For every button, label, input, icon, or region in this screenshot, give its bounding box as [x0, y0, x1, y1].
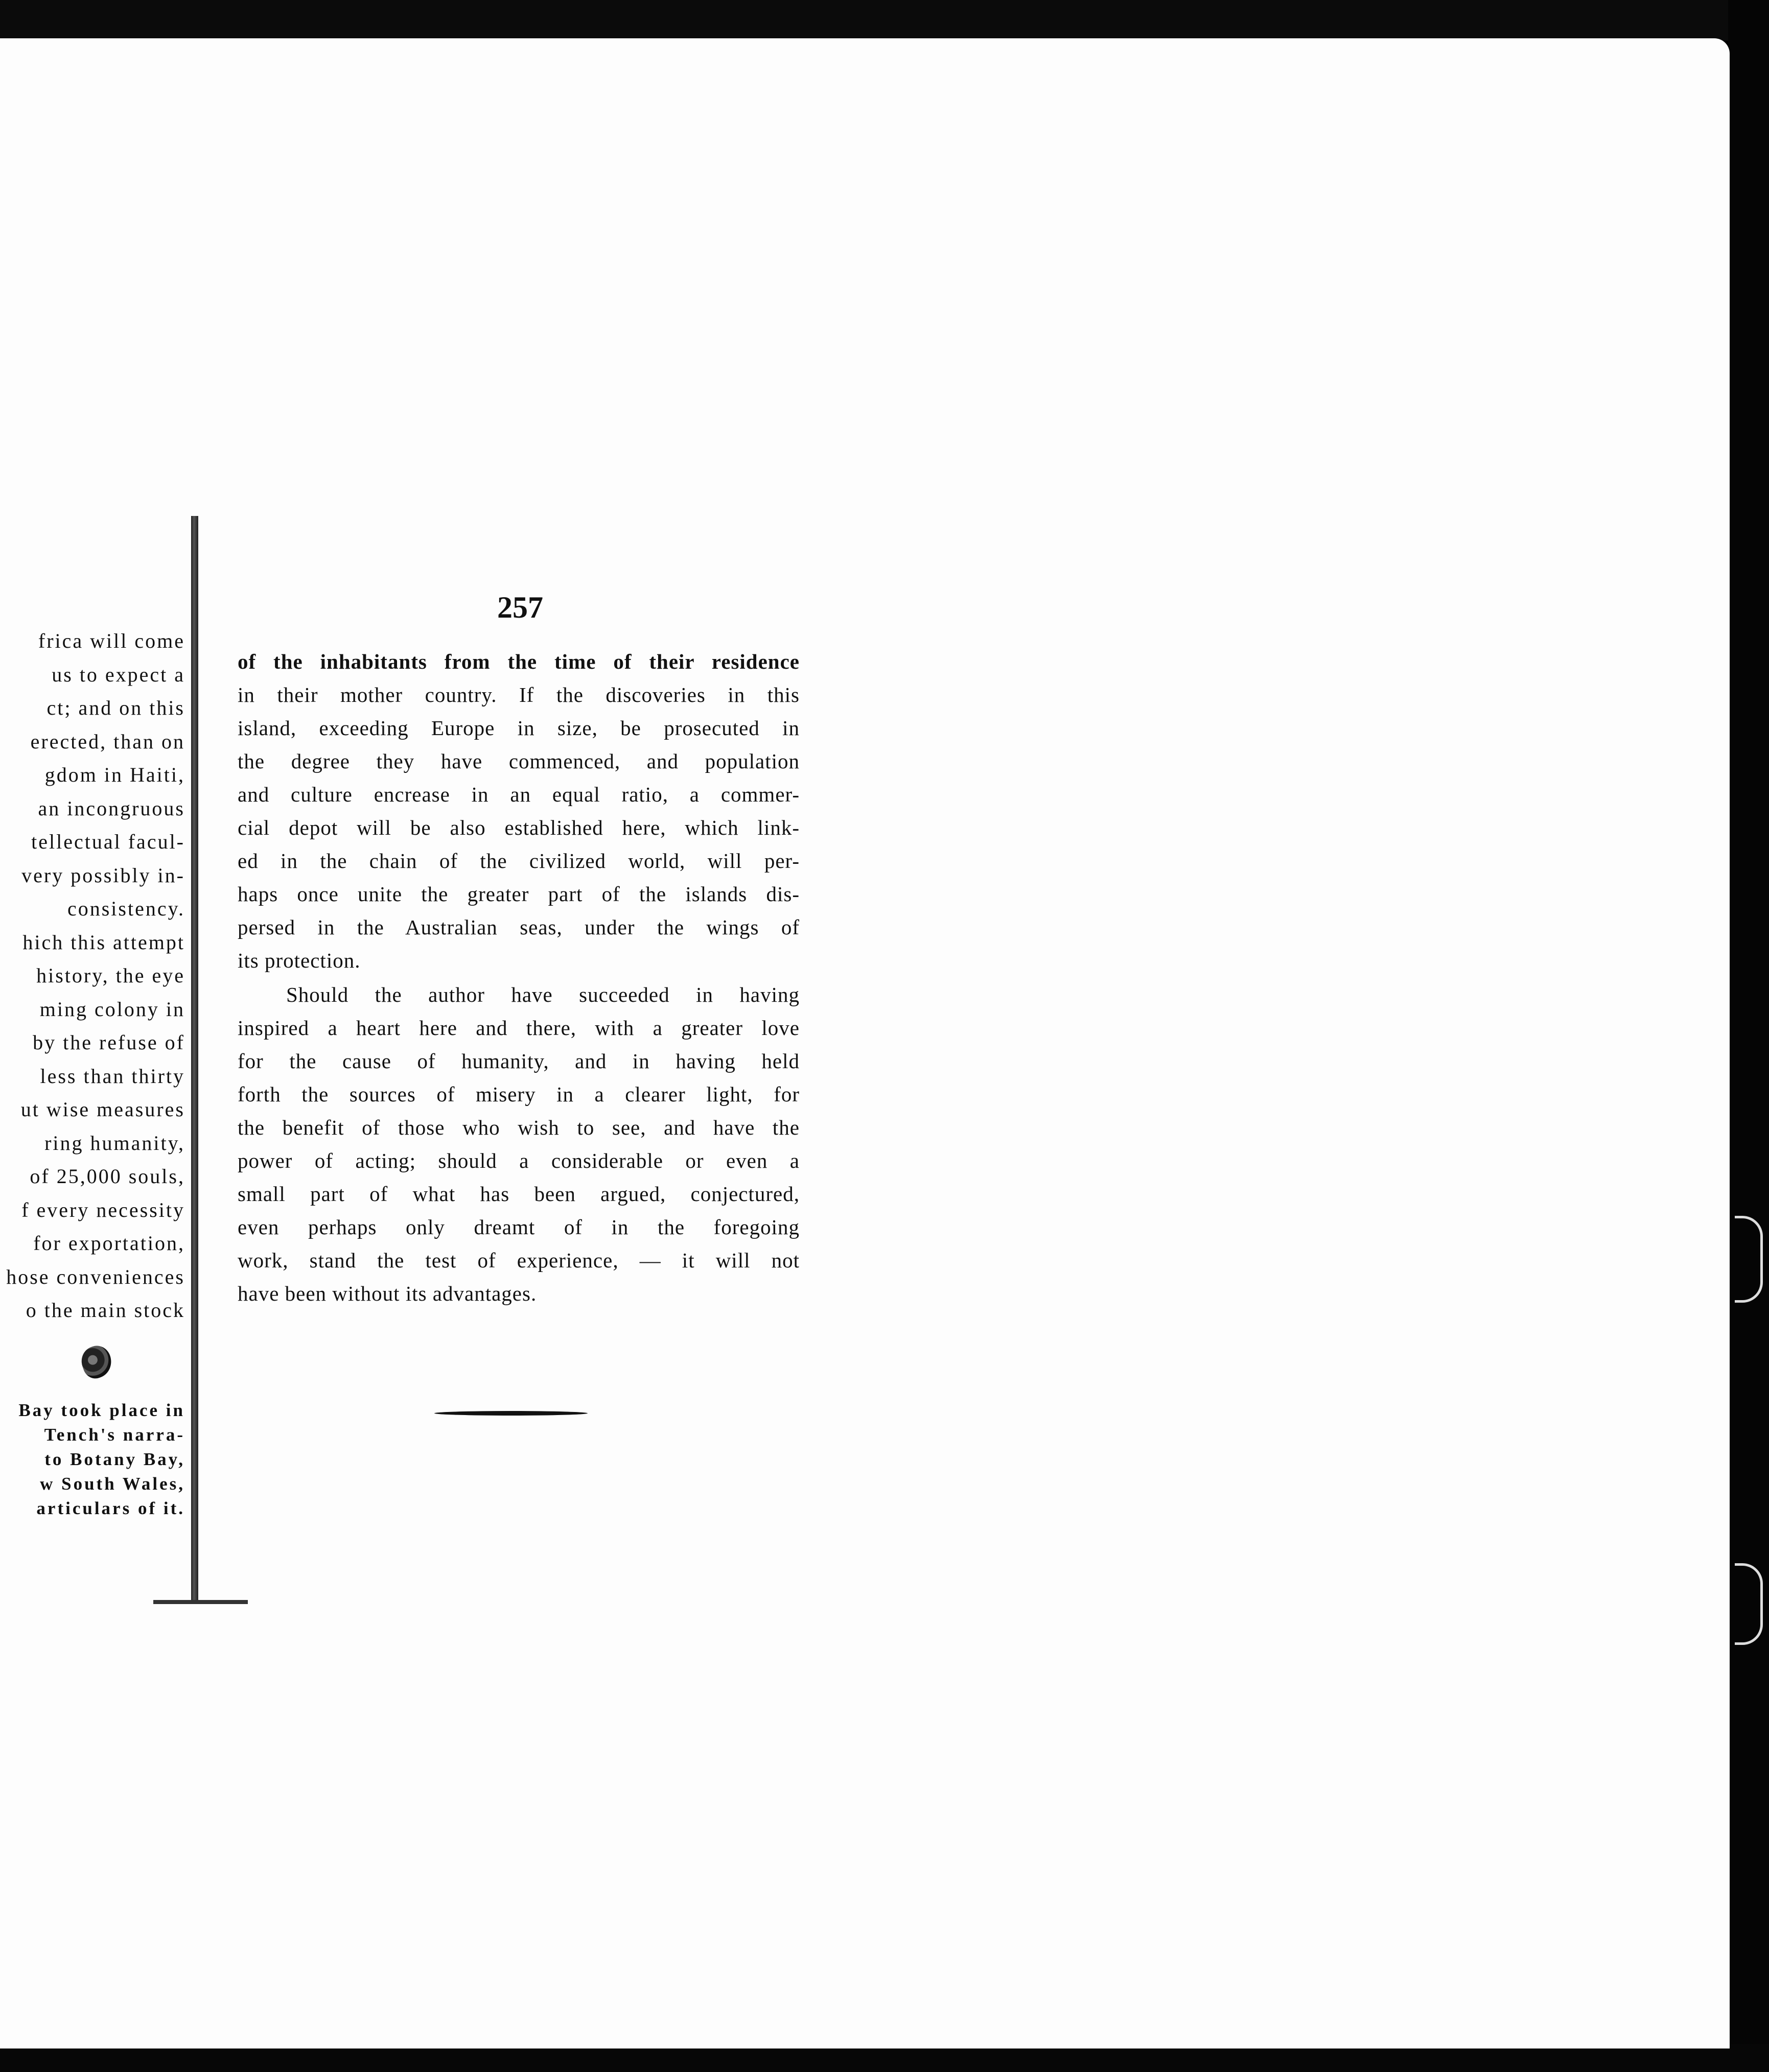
facing-page-line: o the main stock — [26, 1299, 185, 1322]
facing-page-line: tellectual facul- — [31, 830, 185, 853]
binding-rule-foot — [153, 1600, 248, 1604]
facing-footnote-line: articulars of it. — [36, 1498, 185, 1518]
page-number: 257 — [497, 591, 543, 624]
text-line: and culture encrease in an equal ratio, a commer- — [238, 783, 800, 806]
binding-rule — [191, 516, 198, 1602]
text-line: its protection. — [238, 949, 361, 972]
text-line: persed in the Australian seas, under the wings of — [238, 915, 800, 939]
facing-page-line: us to expect a — [52, 663, 185, 686]
facing-footnote-line: Tench's narra- — [44, 1425, 185, 1445]
facing-footnote-line: to Botany Bay, — [44, 1449, 185, 1469]
facing-footnote-line: w South Wales, — [40, 1474, 185, 1494]
text-line: small part of what has been argued, conjectured, — [238, 1182, 800, 1206]
facing-page-line: very possibly in- — [21, 863, 185, 887]
facing-page-line: ring humanity, — [44, 1131, 185, 1155]
text-line: of the inhabitants from the time of their residence — [238, 650, 800, 673]
facing-page-line: of 25,000 souls, — [30, 1165, 185, 1188]
text-line: cial depot will be also established here, which link- — [238, 816, 800, 839]
facing-page-line: by the refuse of — [33, 1031, 185, 1054]
scanned-page-sheet — [0, 38, 1730, 2049]
facing-page-line: for exportation, — [33, 1232, 185, 1255]
facing-page-line: erected, than on — [30, 729, 185, 753]
facing-page-cropped — [0, 621, 194, 1540]
text-line: the degree they have commenced, and population — [238, 749, 800, 773]
scan-top-border — [0, 0, 1769, 41]
facing-page-line: ming colony in — [39, 997, 185, 1021]
facing-page-line: history, the eye — [36, 964, 185, 987]
scan-edge-curl — [1735, 1563, 1763, 1645]
text-line: inspired a heart here and there, with a greater love — [238, 1016, 800, 1040]
text-line: forth the sources of misery in a clearer light, for — [238, 1082, 800, 1106]
text-line: island, exceeding Europe in size, be prosecuted in — [238, 716, 800, 740]
text-line: have been without its advantages. — [238, 1282, 537, 1305]
text-line: even perhaps only dreamt of in the foregoing — [238, 1215, 800, 1239]
text-line: Should the author have succeeded in having — [286, 983, 800, 1006]
facing-page-line: hose conveniences — [6, 1265, 185, 1288]
text-line: in their mother country. If the discoveries in this — [238, 683, 800, 707]
text-line: for the cause of humanity, and in having held — [238, 1049, 800, 1073]
text-line: ed in the chain of the civilized world, will per- — [238, 849, 800, 873]
facing-page-line: frica will come — [38, 629, 185, 652]
text-line: the benefit of those who wish to see, and have the — [238, 1116, 800, 1139]
facing-page-line: f every necessity — [21, 1198, 185, 1221]
facing-page-line: an incongruous — [38, 796, 185, 820]
facing-footnote-line: Bay took place in — [18, 1400, 185, 1420]
facing-page-line: consistency. — [67, 897, 185, 920]
text-line: work, stand the test of experience, — it will not — [238, 1249, 800, 1272]
scan-edge-curl — [1735, 1216, 1763, 1303]
facing-page-line: gdom in Haiti, — [44, 763, 185, 786]
facing-page-line: ut wise measures — [20, 1098, 185, 1121]
end-ornament-rule — [434, 1411, 588, 1416]
facing-page-line: less than thirty — [40, 1064, 185, 1088]
scan-right-border — [1728, 0, 1769, 2072]
text-line: power of acting; should a considerable or even a — [238, 1149, 800, 1172]
ornament-icon — [77, 1342, 116, 1382]
facing-page-line: hich this attempt — [22, 930, 185, 954]
facing-page-line: ct; and on this — [46, 696, 185, 719]
text-line: haps once unite the greater part of the islands dis- — [238, 882, 800, 906]
